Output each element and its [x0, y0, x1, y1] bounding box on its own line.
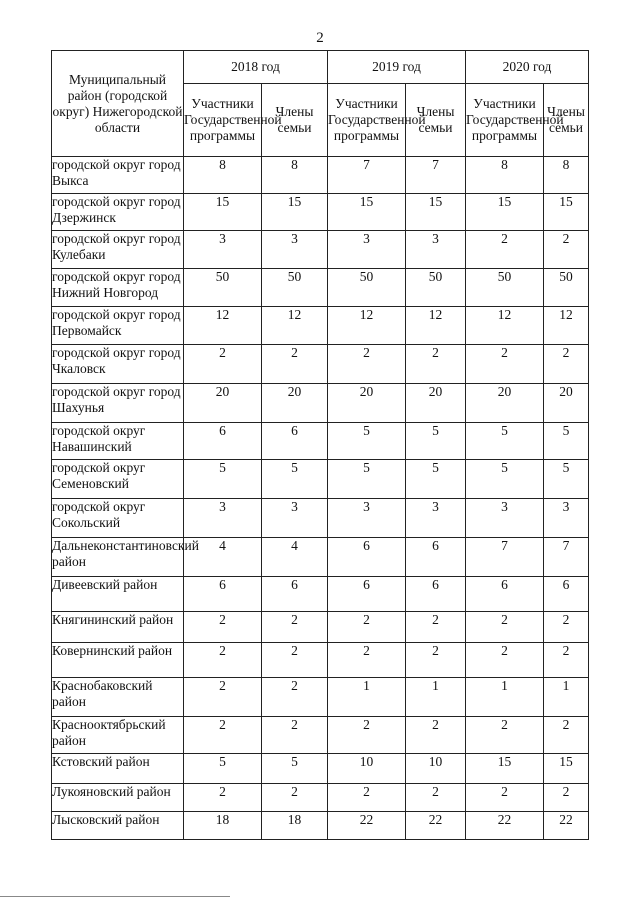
table-row: [52, 538, 589, 577]
family-2018-cell: 4: [262, 538, 328, 577]
participants-2019-cell: 1: [328, 678, 406, 717]
participants-2018-cell: 3: [184, 231, 262, 269]
table-row: [52, 784, 589, 812]
family-2019-cell: 5: [406, 423, 466, 460]
participants-2020-cell: 20: [466, 384, 544, 423]
district-name-cell: городской округ город Первомайск: [52, 307, 184, 345]
district-name-cell: Ковернинский район: [52, 643, 184, 678]
table-row: [52, 269, 589, 307]
family-2018-cell: 2: [262, 784, 328, 812]
participants-2018-cell: 6: [184, 577, 262, 612]
year-2018-header: 2018 год: [184, 51, 328, 84]
participants-2018-cell: 4: [184, 538, 262, 577]
table-row: [52, 612, 589, 643]
district-name-cell: городской округ город Шахунья: [52, 384, 184, 423]
district-name-cell: Дальнеконстантиновский район: [52, 538, 184, 577]
table-row: [52, 231, 589, 269]
participants-2019-cell: 2: [328, 612, 406, 643]
participants-2020-cell: 5: [466, 423, 544, 460]
family-2018-cell: 6: [262, 423, 328, 460]
table-body: [52, 157, 589, 840]
table-row: [52, 157, 589, 194]
family-2020-cell: 8: [544, 157, 589, 194]
participants-2020-cell: 7: [466, 538, 544, 577]
family-2018-cell: 8: [262, 157, 328, 194]
district-name-cell: Дивеевский район: [52, 577, 184, 612]
family-2019-cell: 15: [406, 194, 466, 231]
participants-2019-cell: 6: [328, 538, 406, 577]
district-name-cell: городской округ Сокольский: [52, 499, 184, 538]
participants-2020-cell: 8: [466, 157, 544, 194]
district-name-cell: городской округ Навашинский: [52, 423, 184, 460]
participants-2020-cell: 15: [466, 194, 544, 231]
family-2020-cell: 5: [544, 423, 589, 460]
family-header-2018: Члены семьи: [262, 84, 328, 157]
family-2018-cell: 5: [262, 460, 328, 499]
participants-2020-cell: 2: [466, 784, 544, 812]
family-2019-cell: 2: [406, 612, 466, 643]
family-2018-cell: 20: [262, 384, 328, 423]
family-2020-cell: 3: [544, 499, 589, 538]
family-2019-cell: 2: [406, 643, 466, 678]
participants-2018-cell: 2: [184, 612, 262, 643]
participants-2018-cell: 50: [184, 269, 262, 307]
family-2019-cell: 2: [406, 784, 466, 812]
participants-2020-cell: 1: [466, 678, 544, 717]
table-row: [52, 345, 589, 384]
participants-header-2019: Участники Государственной программы: [328, 84, 406, 157]
participants-2018-cell: 15: [184, 194, 262, 231]
family-2019-cell: 10: [406, 754, 466, 784]
family-2020-cell: 2: [544, 643, 589, 678]
family-header-2019: Члены семьи: [406, 84, 466, 157]
participants-2018-cell: 5: [184, 460, 262, 499]
table-row: [52, 499, 589, 538]
family-2020-cell: 50: [544, 269, 589, 307]
participants-2019-cell: 12: [328, 307, 406, 345]
family-2020-cell: 1: [544, 678, 589, 717]
participants-2018-cell: 20: [184, 384, 262, 423]
family-2018-cell: 3: [262, 231, 328, 269]
participants-2019-cell: 50: [328, 269, 406, 307]
family-2020-cell: 2: [544, 784, 589, 812]
table-header: [52, 51, 589, 157]
participants-2019-cell: 6: [328, 577, 406, 612]
participants-2019-cell: 3: [328, 231, 406, 269]
participants-2018-cell: 2: [184, 717, 262, 754]
table-row: [52, 460, 589, 499]
footer-divider: [0, 896, 230, 897]
participants-2018-cell: 12: [184, 307, 262, 345]
district-name-cell: Княгининский район: [52, 612, 184, 643]
participants-2019-cell: 2: [328, 784, 406, 812]
district-name-cell: Краснобаковский район: [52, 678, 184, 717]
participants-2020-cell: 50: [466, 269, 544, 307]
family-2019-cell: 22: [406, 812, 466, 840]
participants-2018-cell: 2: [184, 345, 262, 384]
participants-2020-cell: 5: [466, 460, 544, 499]
family-header-2020: Члены семьи: [544, 84, 589, 157]
participants-header-2020: Участники Государственной программы: [466, 84, 544, 157]
participants-2020-cell: 2: [466, 612, 544, 643]
participants-2019-cell: 10: [328, 754, 406, 784]
participants-2019-cell: 5: [328, 460, 406, 499]
participants-2019-cell: 2: [328, 717, 406, 754]
family-2019-cell: 20: [406, 384, 466, 423]
family-2018-cell: 2: [262, 643, 328, 678]
district-name-cell: городской округ Семеновский: [52, 460, 184, 499]
table-row: [52, 194, 589, 231]
participants-2019-cell: 20: [328, 384, 406, 423]
family-2020-cell: 20: [544, 384, 589, 423]
participants-2020-cell: 2: [466, 643, 544, 678]
participants-2020-cell: 15: [466, 754, 544, 784]
family-2019-cell: 2: [406, 717, 466, 754]
participants-2019-cell: 15: [328, 194, 406, 231]
table-row: [52, 423, 589, 460]
family-2020-cell: 12: [544, 307, 589, 345]
table-row: [52, 717, 589, 754]
family-2020-cell: 6: [544, 577, 589, 612]
family-2019-cell: 5: [406, 460, 466, 499]
participants-2018-cell: 5: [184, 754, 262, 784]
participants-2020-cell: 22: [466, 812, 544, 840]
family-2019-cell: 6: [406, 577, 466, 612]
table-row: [52, 754, 589, 784]
participants-2020-cell: 2: [466, 231, 544, 269]
district-name-cell: городской округ город Нижний Новгород: [52, 269, 184, 307]
family-2020-cell: 7: [544, 538, 589, 577]
family-2020-cell: 2: [544, 612, 589, 643]
family-2019-cell: 3: [406, 231, 466, 269]
family-2019-cell: 6: [406, 538, 466, 577]
district-name-cell: Лысковский район: [52, 812, 184, 840]
table-row: [52, 812, 589, 840]
family-2020-cell: 2: [544, 345, 589, 384]
family-2018-cell: 5: [262, 754, 328, 784]
participants-2018-cell: 18: [184, 812, 262, 840]
district-name-cell: городской округ город Чкаловск: [52, 345, 184, 384]
participants-2018-cell: 3: [184, 499, 262, 538]
family-2020-cell: 2: [544, 717, 589, 754]
participants-table: [51, 50, 589, 840]
table-row: [52, 384, 589, 423]
participants-2018-cell: 2: [184, 784, 262, 812]
table-row: [52, 678, 589, 717]
family-2019-cell: 7: [406, 157, 466, 194]
participants-2019-cell: 2: [328, 643, 406, 678]
participants-2019-cell: 22: [328, 812, 406, 840]
family-2018-cell: 15: [262, 194, 328, 231]
participants-2020-cell: 2: [466, 717, 544, 754]
district-name-cell: городской округ город Дзержинск: [52, 194, 184, 231]
district-name-cell: Краснооктябрьский район: [52, 717, 184, 754]
participants-2019-cell: 5: [328, 423, 406, 460]
district-name-cell: Лукояновский район: [52, 784, 184, 812]
table-row: [52, 643, 589, 678]
family-2020-cell: 22: [544, 812, 589, 840]
family-2020-cell: 5: [544, 460, 589, 499]
district-column-header: Муниципальный район (городской округ) Нижегородской области: [52, 51, 184, 157]
district-name-cell: Кстовский район: [52, 754, 184, 784]
family-2019-cell: 3: [406, 499, 466, 538]
family-2020-cell: 15: [544, 754, 589, 784]
year-2020-header: 2020 год: [466, 51, 589, 84]
district-name-cell: городской округ город Выкса: [52, 157, 184, 194]
district-name-cell: городской округ город Кулебаки: [52, 231, 184, 269]
participants-2019-cell: 7: [328, 157, 406, 194]
table-row: [52, 307, 589, 345]
table-row: [52, 577, 589, 612]
family-2018-cell: 2: [262, 678, 328, 717]
participants-2019-cell: 3: [328, 499, 406, 538]
participants-2018-cell: 6: [184, 423, 262, 460]
participants-2018-cell: 2: [184, 643, 262, 678]
family-2019-cell: 12: [406, 307, 466, 345]
family-2018-cell: 18: [262, 812, 328, 840]
family-2019-cell: 50: [406, 269, 466, 307]
participants-2019-cell: 2: [328, 345, 406, 384]
family-2018-cell: 12: [262, 307, 328, 345]
participants-2018-cell: 2: [184, 678, 262, 717]
participants-2020-cell: 2: [466, 345, 544, 384]
family-2018-cell: 2: [262, 612, 328, 643]
participants-2018-cell: 8: [184, 157, 262, 194]
family-2018-cell: 6: [262, 577, 328, 612]
year-2019-header: 2019 год: [328, 51, 466, 84]
family-2020-cell: 2: [544, 231, 589, 269]
family-2018-cell: 3: [262, 499, 328, 538]
participants-2020-cell: 3: [466, 499, 544, 538]
family-2019-cell: 1: [406, 678, 466, 717]
participants-2020-cell: 6: [466, 577, 544, 612]
family-2019-cell: 2: [406, 345, 466, 384]
family-2020-cell: 15: [544, 194, 589, 231]
family-2018-cell: 2: [262, 717, 328, 754]
participants-header-2018: Участники Государственной программы: [184, 84, 262, 157]
participants-2020-cell: 12: [466, 307, 544, 345]
page-number: 2: [316, 30, 324, 46]
family-2018-cell: 50: [262, 269, 328, 307]
family-2018-cell: 2: [262, 345, 328, 384]
